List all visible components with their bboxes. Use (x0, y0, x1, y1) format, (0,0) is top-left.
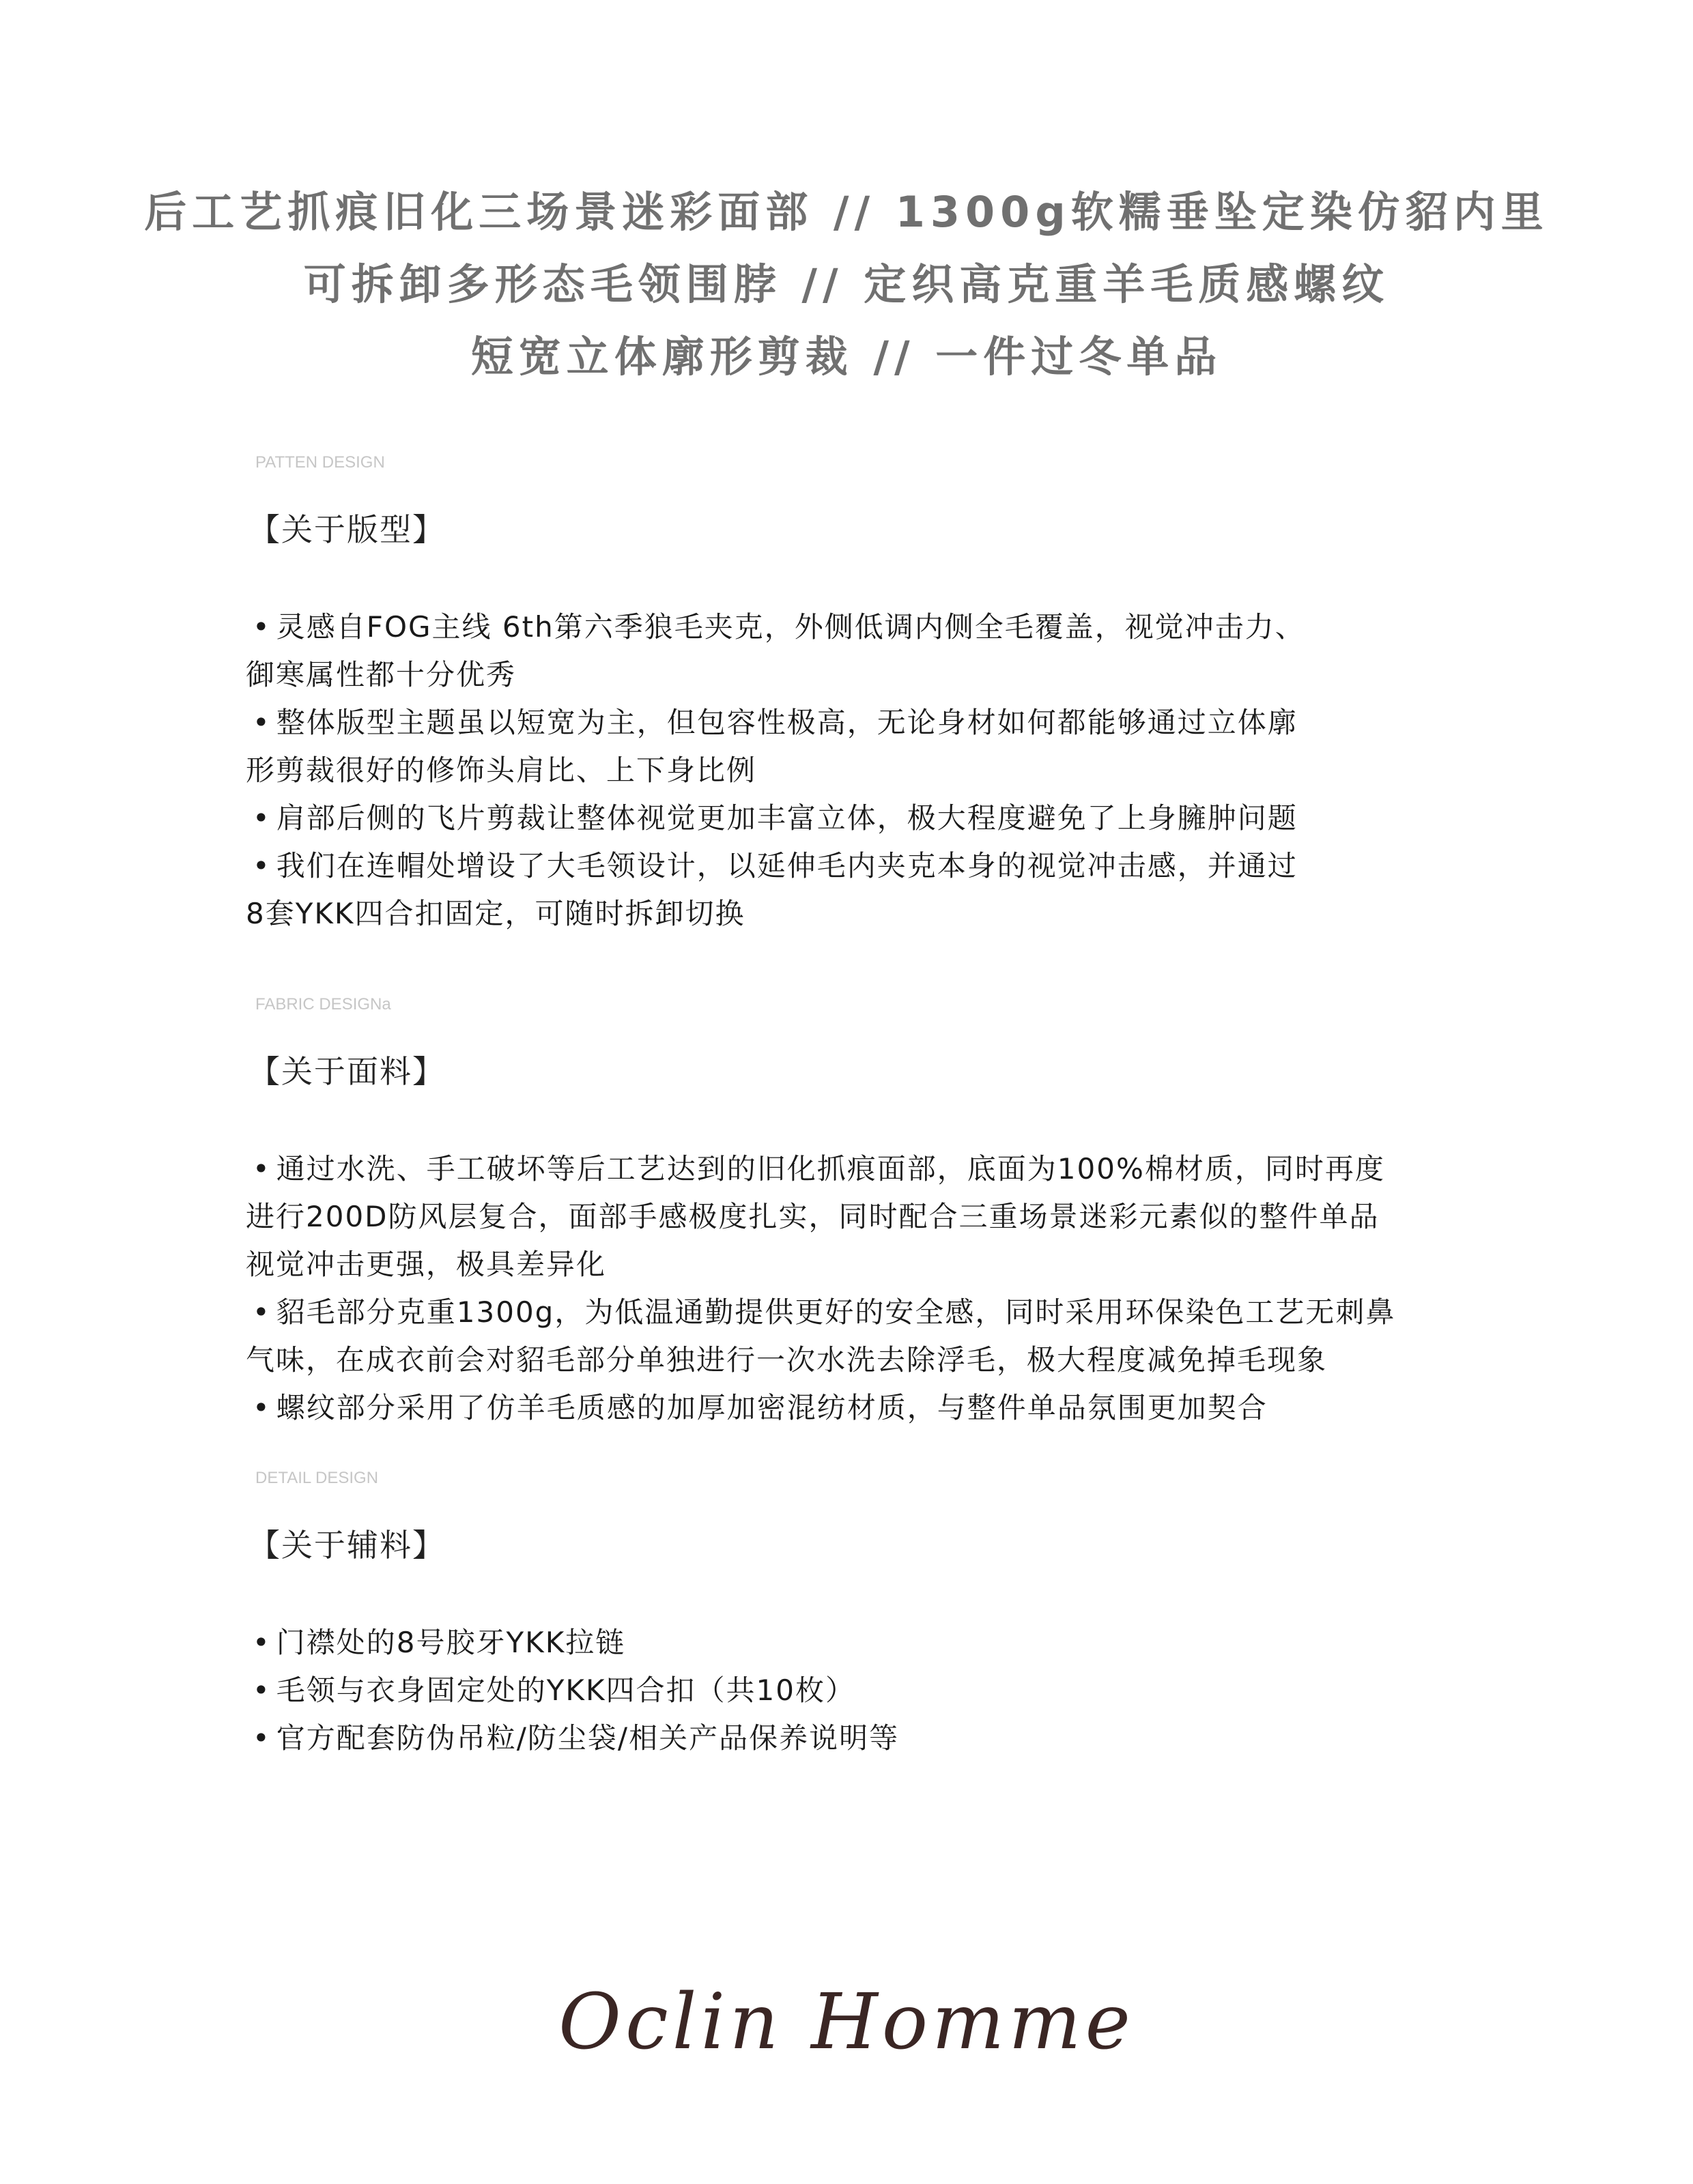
bullet-item (246, 1384, 1543, 1432)
bullet-item (246, 1714, 1543, 1762)
bullet-dot: • (253, 1673, 271, 1707)
bullet-dot: • (253, 706, 271, 739)
fabric-section (246, 995, 1543, 1432)
bullet-dot: • (253, 1721, 271, 1755)
bullet-item (246, 1619, 1543, 1667)
section-label: FABRIC DESIGNa (255, 995, 391, 1014)
bullet-dot: • (253, 1295, 271, 1329)
headline-line-2: 可拆卸多形态毛领围脖 // 定织高克重羊毛质感螺纹 (303, 259, 1390, 309)
brand-logo: Oclin Homme (558, 1978, 1135, 2067)
bullet-text: 毛领与衣身固定处的YKK四合扣（共10枚） (276, 1673, 855, 1707)
bullet-text: 螺纹部分采用了仿羊毛质感的加厚加密混纺材质，与整件单品氛围更加契合 (276, 1391, 1268, 1424)
bullet-list (246, 1145, 1543, 1432)
bullet-text: 通过水洗、手工破坏等后工艺达到的旧化抓痕面部，底面为100%棉材质，同时再度 进行200D防风层复合，面部手感极度扎实，同时配合三重场景迷彩元素似的整件单品 视觉冲击更强，极具差异化 (246, 1152, 1385, 1281)
bullet-text: 肩部后侧的飞片剪裁让整体视觉更加丰富立体，极大程度避免了上身臃肿问题 (276, 801, 1298, 835)
bullet-item (246, 1289, 1543, 1384)
headline (0, 176, 1693, 393)
bullet-item (246, 699, 1543, 794)
headline-line-1: 后工艺抓痕旧化三场景迷彩面部 // 1300g软糯垂坠定染仿貂内里 (144, 187, 1549, 237)
bullet-text: 门襟处的8号胶牙YKK拉链 (276, 1626, 626, 1659)
bullet-item (246, 1667, 1543, 1714)
bullet-text: 灵感自FOG主线 6th第六季狼毛夹克，外侧低调内侧全毛覆盖，视觉冲击力、 御寒属性都十分优秀 (246, 610, 1305, 691)
bullet-dot: • (253, 610, 271, 644)
bullet-item (246, 603, 1543, 699)
detail-section (246, 1469, 1543, 1762)
bullet-dot: • (253, 1391, 271, 1424)
bullet-list (246, 1619, 1543, 1762)
bullet-item (246, 842, 1543, 938)
bullet-dot: • (253, 1626, 271, 1659)
bullet-dot: • (253, 1152, 271, 1186)
section-label: DETAIL DESIGN (255, 1469, 379, 1487)
bullet-dot: • (253, 801, 271, 835)
bullet-text: 官方配套防伪吊粒/防尘袋/相关产品保养说明等 (276, 1721, 900, 1755)
section-label: PATTEN DESIGN (255, 453, 385, 472)
section-heading: 【关于版型】 (248, 511, 445, 548)
section-heading: 【关于面料】 (248, 1053, 445, 1090)
bullet-list (246, 603, 1543, 938)
bullet-text: 整体版型主题虽以短宽为主，但包容性极高，无论身材如何都能够通过立体廓 形剪裁很好的修饰头肩比、上下身比例 (246, 706, 1298, 787)
headline-line-3: 短宽立体廓形剪裁 // 一件过冬单品 (470, 332, 1223, 382)
bullet-item (246, 1145, 1543, 1289)
section-heading: 【关于辅料】 (248, 1527, 445, 1564)
bullet-text: 我们在连帽处增设了大毛领设计，以延伸毛内夹克本身的视觉冲击感，并通过 8套YKK四合扣固定，可随时拆卸切换 (246, 849, 1298, 930)
pattern-section (246, 453, 1543, 938)
bullet-dot: • (253, 849, 271, 882)
bullet-text: 貂毛部分克重1300g，为低温通勤提供更好的安全感，同时采用环保染色工艺无刺鼻 气味，在成衣前会对貂毛部分单独进行一次水洗去除浮毛，极大程度减免掉毛现象 (246, 1295, 1396, 1377)
bullet-item (246, 794, 1543, 842)
